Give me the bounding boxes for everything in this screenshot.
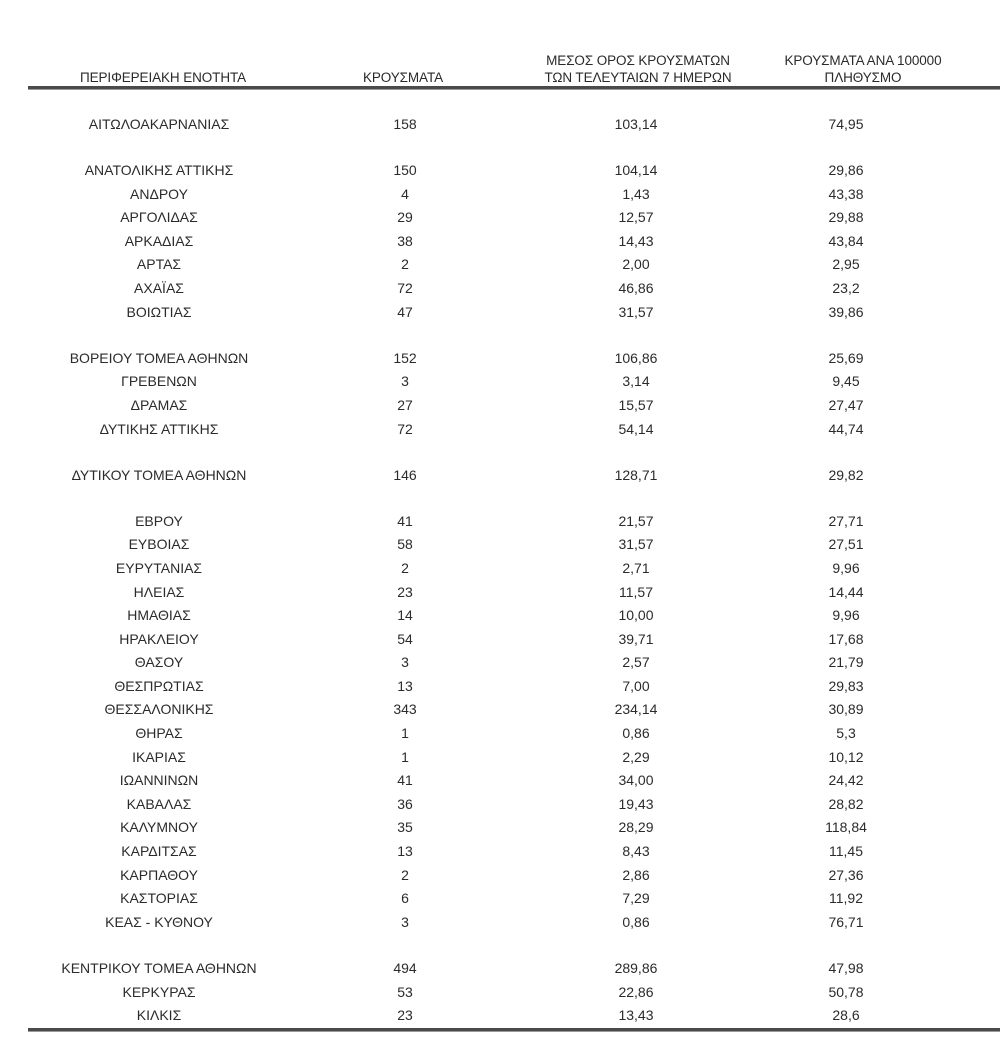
table-row	[28, 1004, 1000, 1028]
cell-cases-per-100k: 50,78	[828, 983, 864, 1000]
table-row	[28, 370, 1000, 394]
cell-cases-per-100k: 39,86	[828, 303, 864, 320]
cell-cases-per-100k: 11,92	[829, 890, 863, 907]
header-avg-line1: ΜΕΣΟΣ ΟΡΟΣ ΚΡΟΥΣΜΑΤΩΝ	[546, 53, 730, 68]
table-row	[28, 864, 1000, 888]
cell-7day-average: 11,57	[619, 583, 653, 600]
cell-cases-per-100k: 43,38	[828, 185, 864, 202]
table-row	[28, 628, 1000, 652]
table-row	[28, 816, 1000, 840]
cell-cases: 23	[397, 1007, 413, 1024]
cell-7day-average: 31,57	[618, 536, 654, 553]
cell-region: ΚΑΡΔΙΤΣΑΣ	[121, 843, 197, 860]
table-row	[28, 887, 1000, 911]
table-row	[28, 698, 1000, 722]
cell-cases: 2	[401, 559, 409, 576]
cell-7day-average: 128,71	[614, 466, 658, 483]
header-cases-label: ΚΡΟΥΣΜΑΤΑ	[362, 70, 444, 85]
cell-region: ΚΑΣΤΟΡΙΑΣ	[120, 890, 198, 907]
table-row	[28, 722, 1000, 746]
table-row	[28, 581, 1000, 605]
cell-cases-per-100k: 27,51	[828, 536, 864, 553]
cell-cases-per-100k: 44,74	[828, 420, 864, 437]
cell-7day-average: 22,86	[618, 983, 654, 1000]
cell-cases-per-100k: 11,45	[829, 843, 863, 860]
cell-7day-average: 8,43	[622, 843, 650, 860]
cell-cases-per-100k: 74,95	[828, 116, 864, 132]
table-row	[28, 253, 1000, 277]
cell-cases-per-100k: 14,44	[828, 583, 864, 600]
cell-7day-average: 10,00	[618, 607, 654, 624]
cell-region: ΔΡΑΜΑΣ	[130, 396, 188, 413]
table-row	[28, 533, 1000, 557]
cell-cases: 146	[393, 466, 417, 483]
table-row	[28, 159, 1000, 183]
cell-cases: 13	[397, 677, 413, 694]
cell-cases: 3	[401, 654, 409, 671]
cell-cases-per-100k: 2,95	[832, 256, 860, 273]
header-divider	[28, 86, 1000, 90]
cell-cases: 27	[397, 396, 413, 413]
table-row	[28, 651, 1000, 675]
cell-region: ΘΑΣΟΥ	[134, 654, 184, 671]
table-row	[28, 840, 1000, 864]
table-row	[28, 981, 1000, 1005]
cell-region: ΔΥΤΙΚΗΣ ΑΤΤΙΚΗΣ	[99, 420, 219, 437]
cell-cases-per-100k: 47,98	[828, 959, 864, 976]
table-row	[28, 230, 1000, 254]
cell-cases-per-100k: 21,79	[828, 654, 864, 671]
cell-cases: 4	[401, 185, 409, 202]
cell-cases: 14	[397, 607, 413, 624]
cell-region: ΗΛΕΙΑΣ	[133, 583, 185, 600]
cell-cases-per-100k: 27,47	[828, 396, 864, 413]
header-region	[28, 69, 298, 86]
cell-region: ΑΡΓΟΛΙΔΑΣ	[120, 209, 198, 226]
cell-cases: 1	[401, 725, 409, 742]
cell-7day-average: 2,86	[622, 866, 650, 883]
table-row	[28, 557, 1000, 581]
cell-region: ΑΡΚΑΔΙΑΣ	[124, 232, 194, 249]
cell-cases: 41	[397, 772, 413, 789]
table-row	[28, 675, 1000, 699]
cell-cases: 23	[397, 583, 413, 600]
cell-7day-average: 34,00	[618, 772, 654, 789]
cell-cases: 53	[397, 983, 413, 1000]
cell-cases: 2	[401, 256, 409, 273]
table-row	[28, 769, 1000, 793]
cell-7day-average: 104,14	[614, 162, 658, 179]
cell-cases-per-100k: 76,71	[828, 913, 864, 930]
cell-7day-average: 7,29	[622, 890, 650, 907]
table-row	[28, 793, 1000, 817]
cell-region: ΘΗΡΑΣ	[135, 725, 183, 742]
table-body	[28, 113, 1000, 1028]
cell-7day-average: 13,43	[618, 1007, 654, 1024]
cell-cases: 38	[397, 232, 413, 249]
cell-cases: 6	[401, 890, 409, 907]
cell-7day-average: 2,71	[622, 559, 650, 576]
table-row	[28, 301, 1000, 325]
cell-7day-average: 54,14	[618, 420, 654, 437]
cell-cases: 47	[397, 303, 413, 320]
cell-cases: 13	[397, 843, 413, 860]
cell-cases-per-100k: 27,36	[828, 866, 864, 883]
header-avg-line2: ΤΩΝ ΤΕΛΕΥΤΑΙΩΝ 7 ΗΜΕΡΩΝ	[544, 70, 732, 85]
table-row	[28, 464, 1000, 488]
cell-cases-per-100k: 9,96	[832, 559, 860, 576]
cell-region: ΑΙΤΩΛΟΑΚΑΡΝΑΝΙΑΣ	[88, 116, 230, 132]
cell-7day-average: 103,14	[614, 116, 658, 132]
cell-region: ΚΕΑΣ - ΚΥΘΝΟΥ	[105, 913, 213, 930]
header-per100k-line1: ΚΡΟΥΣΜΑΤΑ ΑΝΑ 100000	[784, 53, 942, 68]
cell-7day-average: 106,86	[614, 349, 658, 366]
cell-cases-per-100k: 9,45	[832, 373, 860, 390]
table-row	[28, 604, 1000, 628]
cell-region: ΘΕΣΠΡΩΤΙΑΣ	[114, 677, 204, 694]
cell-cases-per-100k: 9,96	[832, 607, 860, 624]
cell-cases-per-100k: 29,82	[828, 466, 864, 483]
cell-cases-per-100k: 29,88	[828, 209, 864, 226]
cell-cases: 54	[397, 630, 413, 647]
cell-7day-average: 15,57	[618, 396, 654, 413]
cell-region: ΓΡΕΒΕΝΩΝ	[121, 373, 197, 390]
cell-region: ΘΕΣΣΑΛΟΝΙΚΗΣ	[104, 701, 214, 718]
cell-region: ΚΑΡΠΑΘΟΥ	[120, 866, 198, 883]
cell-7day-average: 0,86	[622, 913, 650, 930]
cell-7day-average: 31,57	[618, 303, 654, 320]
cell-7day-average: 21,57	[618, 512, 654, 529]
table-row	[28, 277, 1000, 301]
cell-cases: 152	[393, 349, 417, 366]
cell-cases: 41	[397, 512, 413, 529]
cell-7day-average: 14,43	[618, 232, 654, 249]
cell-7day-average: 234,14	[614, 701, 658, 718]
cell-cases: 343	[393, 701, 417, 718]
table-row	[28, 206, 1000, 230]
cell-cases: 1	[401, 748, 409, 765]
cell-region: ΑΧΑΪΑΣ	[134, 280, 184, 297]
cell-region: ΕΒΡΟΥ	[135, 512, 183, 529]
cell-cases-per-100k: 10,12	[828, 748, 864, 765]
cell-region: ΗΜΑΘΙΑΣ	[127, 607, 191, 624]
header-cases	[348, 69, 458, 86]
cell-7day-average: 0,86	[622, 725, 650, 742]
cell-7day-average: 39,71	[618, 630, 654, 647]
cell-region: ΕΥΒΟΙΑΣ	[128, 536, 190, 553]
cell-cases-per-100k: 29,86	[828, 162, 864, 179]
cell-cases: 158	[393, 116, 417, 132]
header-region-label: ΠΕΡΙΦΕΡΕΙΑΚΗ ΕΝΟΤΗΤΑ	[79, 70, 247, 85]
cell-7day-average: 289,86	[614, 959, 658, 976]
cell-cases-per-100k: 17,68	[828, 630, 864, 647]
header-cases-per-100k	[758, 52, 968, 86]
cell-7day-average: 7,00	[622, 677, 650, 694]
cell-region: ΔΥΤΙΚΟΥ ΤΟΜΕΑ ΑΘΗΝΩΝ	[71, 466, 247, 483]
cell-7day-average: 1,43	[622, 185, 650, 202]
table-row	[28, 418, 1000, 442]
cell-cases: 3	[401, 913, 409, 930]
cell-cases: 72	[397, 280, 413, 297]
cell-cases: 36	[397, 795, 413, 812]
table-bottom-divider	[28, 1028, 1000, 1032]
cell-region: ΚΕΡΚΥΡΑΣ	[122, 983, 196, 1000]
cell-cases-per-100k: 27,71	[828, 512, 864, 529]
cell-region: ΒΟΙΩΤΙΑΣ	[126, 303, 192, 320]
table-header	[28, 44, 1000, 88]
cell-region: ΑΝΔΡΟΥ	[130, 185, 188, 202]
cell-region: ΑΡΤΑΣ	[136, 256, 182, 273]
cell-cases: 494	[393, 959, 417, 976]
cell-cases-per-100k: 30,89	[828, 701, 864, 718]
table-row	[28, 113, 1000, 137]
cell-region: ΚΑΛΥΜΝΟΥ	[120, 819, 198, 836]
cell-region: ΚΕΝΤΡΙΚΟΥ ΤΟΜΕΑ ΑΘΗΝΩΝ	[61, 959, 257, 976]
cell-cases: 35	[397, 819, 413, 836]
cell-cases-per-100k: 118,84	[825, 819, 867, 836]
cell-7day-average: 2,29	[622, 748, 650, 765]
cell-cases: 29	[397, 209, 413, 226]
cell-cases: 72	[397, 420, 413, 437]
header-7day-average	[518, 52, 758, 86]
cell-cases-per-100k: 43,84	[828, 232, 864, 249]
cell-cases-per-100k: 28,6	[832, 1007, 860, 1024]
cell-region: ΗΡΑΚΛΕΙΟΥ	[119, 630, 199, 647]
table-row	[28, 911, 1000, 935]
cell-7day-average: 46,86	[618, 280, 654, 297]
cell-region: ΙΩΑΝΝΙΝΩΝ	[119, 772, 199, 789]
cell-7day-average: 19,43	[618, 795, 654, 812]
cell-cases-per-100k: 23,2	[832, 280, 860, 297]
cell-region: ΚΑΒΑΛΑΣ	[126, 795, 192, 812]
table-row	[28, 746, 1000, 770]
cell-7day-average: 12,57	[618, 209, 654, 226]
cell-7day-average: 2,57	[622, 654, 650, 671]
cell-region: ΙΚΑΡΙΑΣ	[132, 748, 186, 765]
cell-7day-average: 28,29	[618, 819, 654, 836]
cell-region: ΕΥΡΥΤΑΝΙΑΣ	[115, 559, 203, 576]
cell-cases-per-100k: 29,83	[828, 677, 864, 694]
table-row	[28, 347, 1000, 371]
cell-cases: 3	[401, 373, 409, 390]
cell-cases: 58	[397, 536, 413, 553]
table-row	[28, 183, 1000, 207]
table-row	[28, 394, 1000, 418]
table-row	[28, 957, 1000, 981]
cell-cases: 2	[401, 866, 409, 883]
cell-cases: 150	[393, 162, 417, 179]
cell-region: ΚΙΛΚΙΣ	[136, 1007, 182, 1024]
table-row	[28, 510, 1000, 534]
cell-cases-per-100k: 25,69	[828, 349, 864, 366]
cell-region: ΑΝΑΤΟΛΙΚΗΣ ΑΤΤΙΚΗΣ	[84, 162, 234, 179]
cell-7day-average: 2,00	[622, 256, 650, 273]
cell-7day-average: 3,14	[622, 373, 650, 390]
cell-cases-per-100k: 28,82	[828, 795, 864, 812]
cell-cases-per-100k: 24,42	[828, 772, 864, 789]
header-per100k-line2: ΠΛΗΘΥΣΜΟ	[824, 70, 902, 85]
cell-cases-per-100k: 5,3	[836, 725, 856, 742]
cell-region: ΒΟΡΕΙΟΥ ΤΟΜΕΑ ΑΘΗΝΩΝ	[69, 349, 249, 366]
